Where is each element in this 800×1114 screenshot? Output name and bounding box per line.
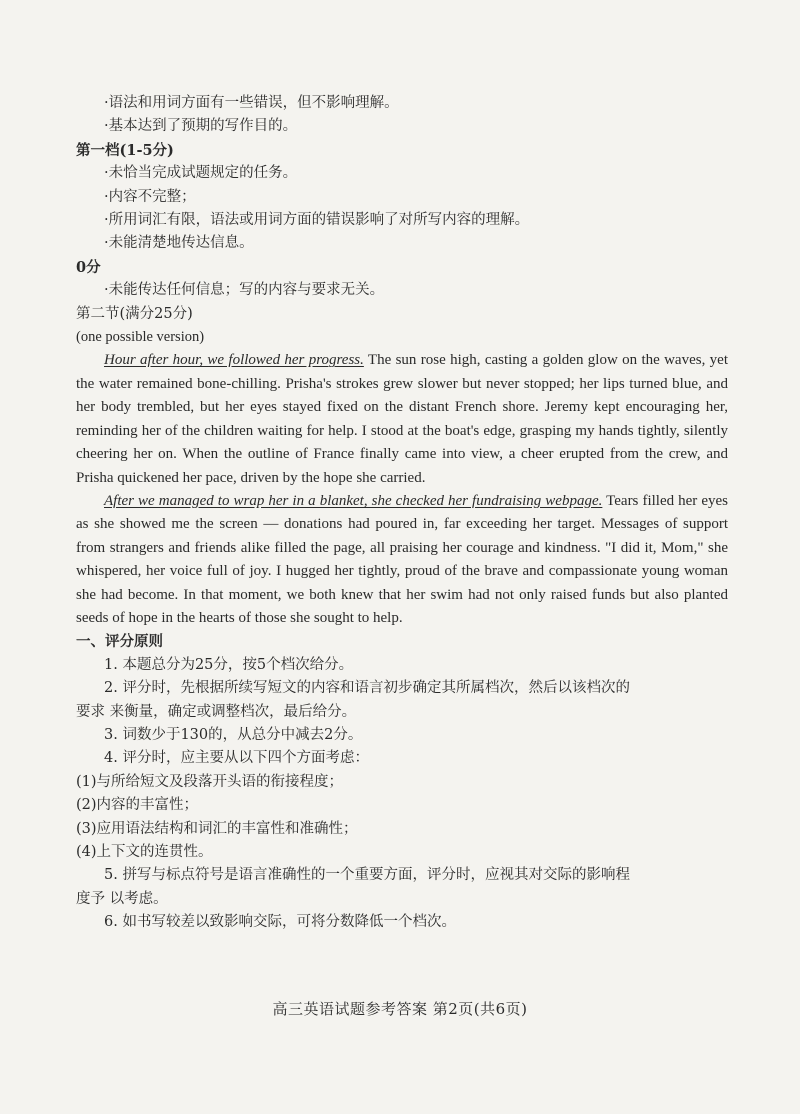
tier1-bullet-1: ·未恰当完成试题规定的任务。 (104, 165, 298, 182)
paragraph-2-body: Tears filled her eyes as she showed me the screen — donations had poured in, far exceeding her target. Messages of support from strangers and friends alike filled the page, all praising her courage and kindness. "I did it, Mom," she whispered, her voice full of joy. I hugged her tightly, proud of the brave and compassionate young woman she had become. In that moment, we both knew that her swim had not only raised funds but also planted seeds of hope in the hearts of those she sought to help. (76, 492, 728, 626)
principle-4-sub-3: (3)应用语法结构和词汇的丰富性和准确性； (76, 820, 358, 837)
paragraph-1-body: The sun rose high, casting a golden glow on the waves, yet the water remained bone-chilling. Prisha's strokes grew slower but never stopped; her lips turned blue, and her body trembled, but her eyes stayed fixed on the distant French shore. Jeremy kept encouraging her, reminding her of the children waiting for help. I stood at the boat's edge, grasping my hands tightly, silently cheering her on. When the outline of France finally came into view, a cheer erupted from the crew, and Prisha quickened her pace, driven by the hope she carried. (76, 352, 728, 486)
tier0-heading: 0分 (76, 258, 101, 276)
principle-4-sub-1: (1)与所给短文及段落开头语的衔接程度； (76, 773, 344, 790)
tier1-bullet-4: ·未能清楚地传达信息。 (104, 235, 254, 252)
principle-2-line-2: 要求 来衡量，确定或调整档次，最后给分。 (76, 703, 357, 720)
principle-4: 4. 评分时，应主要从以下四个方面考虑： (104, 750, 369, 767)
principle-2-line-1: 2. 评分时，先根据所续写短文的内容和语言初步确定其所属档次，然后以该档次的 (104, 680, 630, 697)
principle-4-sub-2: (2)内容的丰富性； (76, 797, 199, 814)
tier0-bullet-1: ·未能传达任何信息；写的内容与要求无关。 (104, 282, 385, 299)
page-footer: 高三英语试题参考答案 第2页(共6页) (272, 1000, 528, 1018)
tier1-bullet-2: ·内容不完整； (104, 188, 196, 205)
principle-5-line-1: 5. 拼写与标点符号是语言准确性的一个重要方面，评分时，应视其对交际的影响程 (104, 867, 630, 884)
principle-1: 1. 本题总分为25分，按5个档次给分。 (104, 656, 354, 673)
essay-paragraph-2 (76, 490, 728, 630)
principle-3: 3. 词数少于130的，从总分中减去2分。 (104, 726, 363, 743)
tier1-bullet-3: ·所用词汇有限，语法或用词方面的错误影响了对所写内容的理解。 (104, 212, 530, 229)
paragraph-2-lead: After we managed to wrap her in a blanket, she checked her fundraising webpage. (104, 492, 603, 509)
principle-6: 6. 如书写较差以致影响交际，可将分数降低一个档次。 (104, 914, 456, 931)
principles-heading: 一、评分原则 (76, 633, 163, 651)
paragraph-1-lead: Hour after hour, we followed her progress. (104, 352, 364, 369)
bullet-purpose: ·基本达到了预期的写作目的。 (104, 118, 298, 135)
tier1-heading: 第一档(1-5分) (76, 141, 174, 159)
bullet-grammar: ·语法和用词方面有一些错误，但不影响理解。 (104, 95, 399, 111)
principle-5-line-2: 度予 以考虑。 (76, 890, 168, 907)
section2-heading: 第二节(满分25分) (76, 305, 193, 322)
version-note: (one possible version) (76, 329, 205, 346)
principle-4-sub-4: (4)上下文的连贯性。 (76, 844, 213, 860)
essay-paragraph-1 (76, 349, 728, 489)
